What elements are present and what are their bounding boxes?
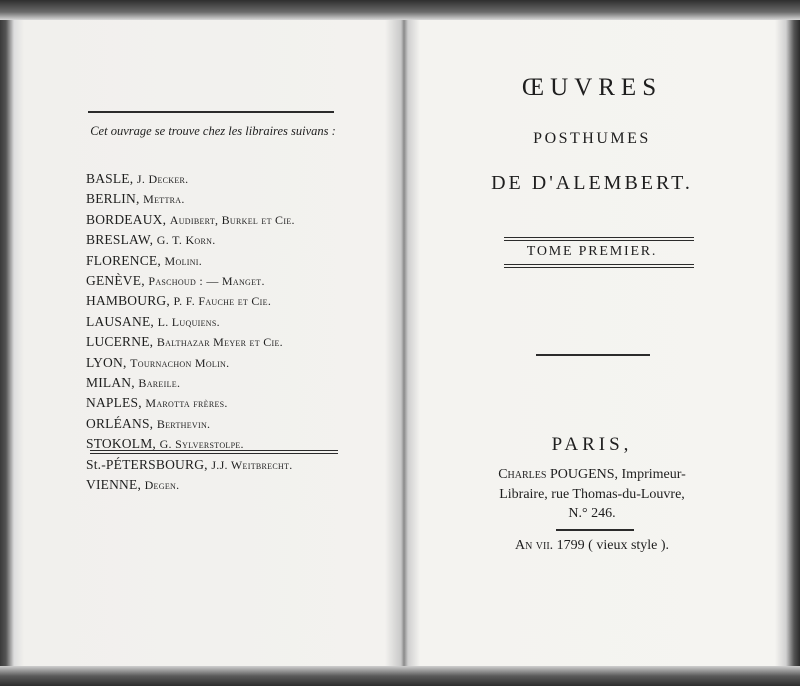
bookseller-name: L. Luquiens. (157, 314, 220, 329)
scan-bottom-edge (0, 666, 800, 686)
bookseller-city: MILAN (86, 375, 132, 391)
bookseller-name: P. F. Fauche et Cie. (173, 294, 272, 309)
imprint-line-3: N.° 246. (568, 506, 616, 521)
top-rule (88, 111, 334, 113)
bookseller-name: J. Decker. (136, 172, 189, 186)
booksellers-intro: Cet ouvrage se trouve chez les libraires suivans : (90, 124, 336, 138)
right-page (406, 20, 778, 666)
bookseller-entry: BASLE, J. Decker. (86, 171, 189, 186)
title-oeuvres: ŒUVRES (521, 74, 663, 101)
bookseller-name: Berthevin. (156, 416, 211, 431)
bookseller-city: ORLÉANS (86, 415, 150, 431)
bookseller-entry: LYON, Tournachon Molin. (86, 354, 230, 370)
imprint-place: PARIS, (551, 434, 633, 455)
bookseller-name: Tournachon Molin. (130, 355, 230, 370)
bookseller-entry: GENÈVE, Paschoud : — Manget. (86, 273, 265, 289)
bookseller-name: G. T. Korn. (156, 233, 216, 248)
imprint-year-revolutionary: An vii. (514, 538, 554, 553)
bookseller-entry: St.-PÉTERSBOURG, J.J. Weitbrecht. (86, 456, 293, 472)
imprint-rule (556, 529, 634, 531)
bookseller-name: Bareile. (138, 376, 181, 391)
bookseller-city: NAPLES (86, 395, 139, 411)
imprint-printer-first-name: Charles (498, 467, 547, 482)
volume-bottom-rule (504, 264, 694, 268)
bookseller-entry: FLORENCE, Molini. (86, 252, 203, 268)
bookseller-entry: LUCERNE, Balthazar Meyer et Cie. (86, 334, 283, 350)
bookseller-name: Degen. (144, 478, 180, 493)
imprint-line-1 (406, 467, 778, 483)
volume-label: TOME PREMIER. (526, 244, 658, 259)
bookseller-city: BRESLAW (86, 232, 150, 248)
imprint-printer-name: POUGENS, Imprimeur- (549, 467, 686, 482)
bookseller-city: BASLE (86, 171, 130, 186)
bookseller-name: G. Sylverstolpe. (159, 437, 244, 452)
bookseller-name: Mettra. (143, 192, 185, 207)
bookseller-entry: ORLÉANS, Berthevin. (86, 415, 211, 431)
bookseller-entry: NAPLES, Marotta frères. (86, 395, 228, 411)
bookseller-city: BERLIN (86, 191, 136, 207)
bookseller-entry: BORDEAUX, Audibert, Burkel et Cie. (86, 211, 295, 227)
bookseller-city: LYON (86, 354, 123, 370)
bookseller-name: Paschoud : — Manget. (148, 274, 265, 289)
bookseller-name: Molini. (164, 253, 203, 268)
title-posthumes: POSTHUMES (533, 130, 651, 147)
left-page (18, 20, 402, 666)
volume-top-rule (504, 237, 694, 241)
bookseller-name: J.J. Weitbrecht. (211, 457, 293, 472)
bookseller-city: HAMBOURG (86, 293, 167, 309)
scan-top-edge (0, 0, 800, 20)
bookseller-city: BORDEAUX (86, 211, 163, 227)
imprint-line-2: Libraire, rue Thomas-du-Louvre, (499, 487, 685, 502)
bookseller-city: St.-PÉTERSBOURG (86, 456, 205, 472)
booksellers-list (86, 169, 386, 496)
ornament-rule (536, 354, 650, 356)
title-dalembert: DE D'ALEMBERT. (491, 172, 693, 194)
imprint-year: 1799 ( vieux style ). (556, 538, 670, 553)
bookseller-entry: BERLIN, Mettra. (86, 191, 185, 207)
bookseller-entry: MILAN, Bareile. (86, 375, 181, 391)
bookseller-name: Marotta frères. (145, 396, 228, 411)
bottom-double-rule (90, 450, 338, 454)
bookseller-name: Balthazar Meyer et Cie. (156, 335, 283, 350)
bookseller-city: GENÈVE (86, 273, 142, 289)
bookseller-entry: LAUSANE, L. Luquiens. (86, 313, 220, 329)
bookseller-city: VIENNE (86, 477, 138, 493)
bookseller-city: FLORENCE (86, 252, 158, 268)
bookseller-city: LAUSANE (86, 313, 151, 329)
imprint-date (406, 538, 778, 554)
bookseller-name: Audibert, Burkel et Cie. (169, 212, 295, 227)
bookseller-entry: HAMBOURG, P. F. Fauche et Cie. (86, 293, 272, 309)
bookseller-city: LUCERNE (86, 334, 150, 350)
bookseller-entry: STOKOLM, G. Sylverstolpe. (86, 436, 244, 452)
bookseller-entry: VIENNE, Degen. (86, 477, 180, 493)
bookseller-entry: BRESLAW, G. T. Korn. (86, 232, 216, 248)
bookseller-city: STOKOLM (86, 436, 153, 452)
